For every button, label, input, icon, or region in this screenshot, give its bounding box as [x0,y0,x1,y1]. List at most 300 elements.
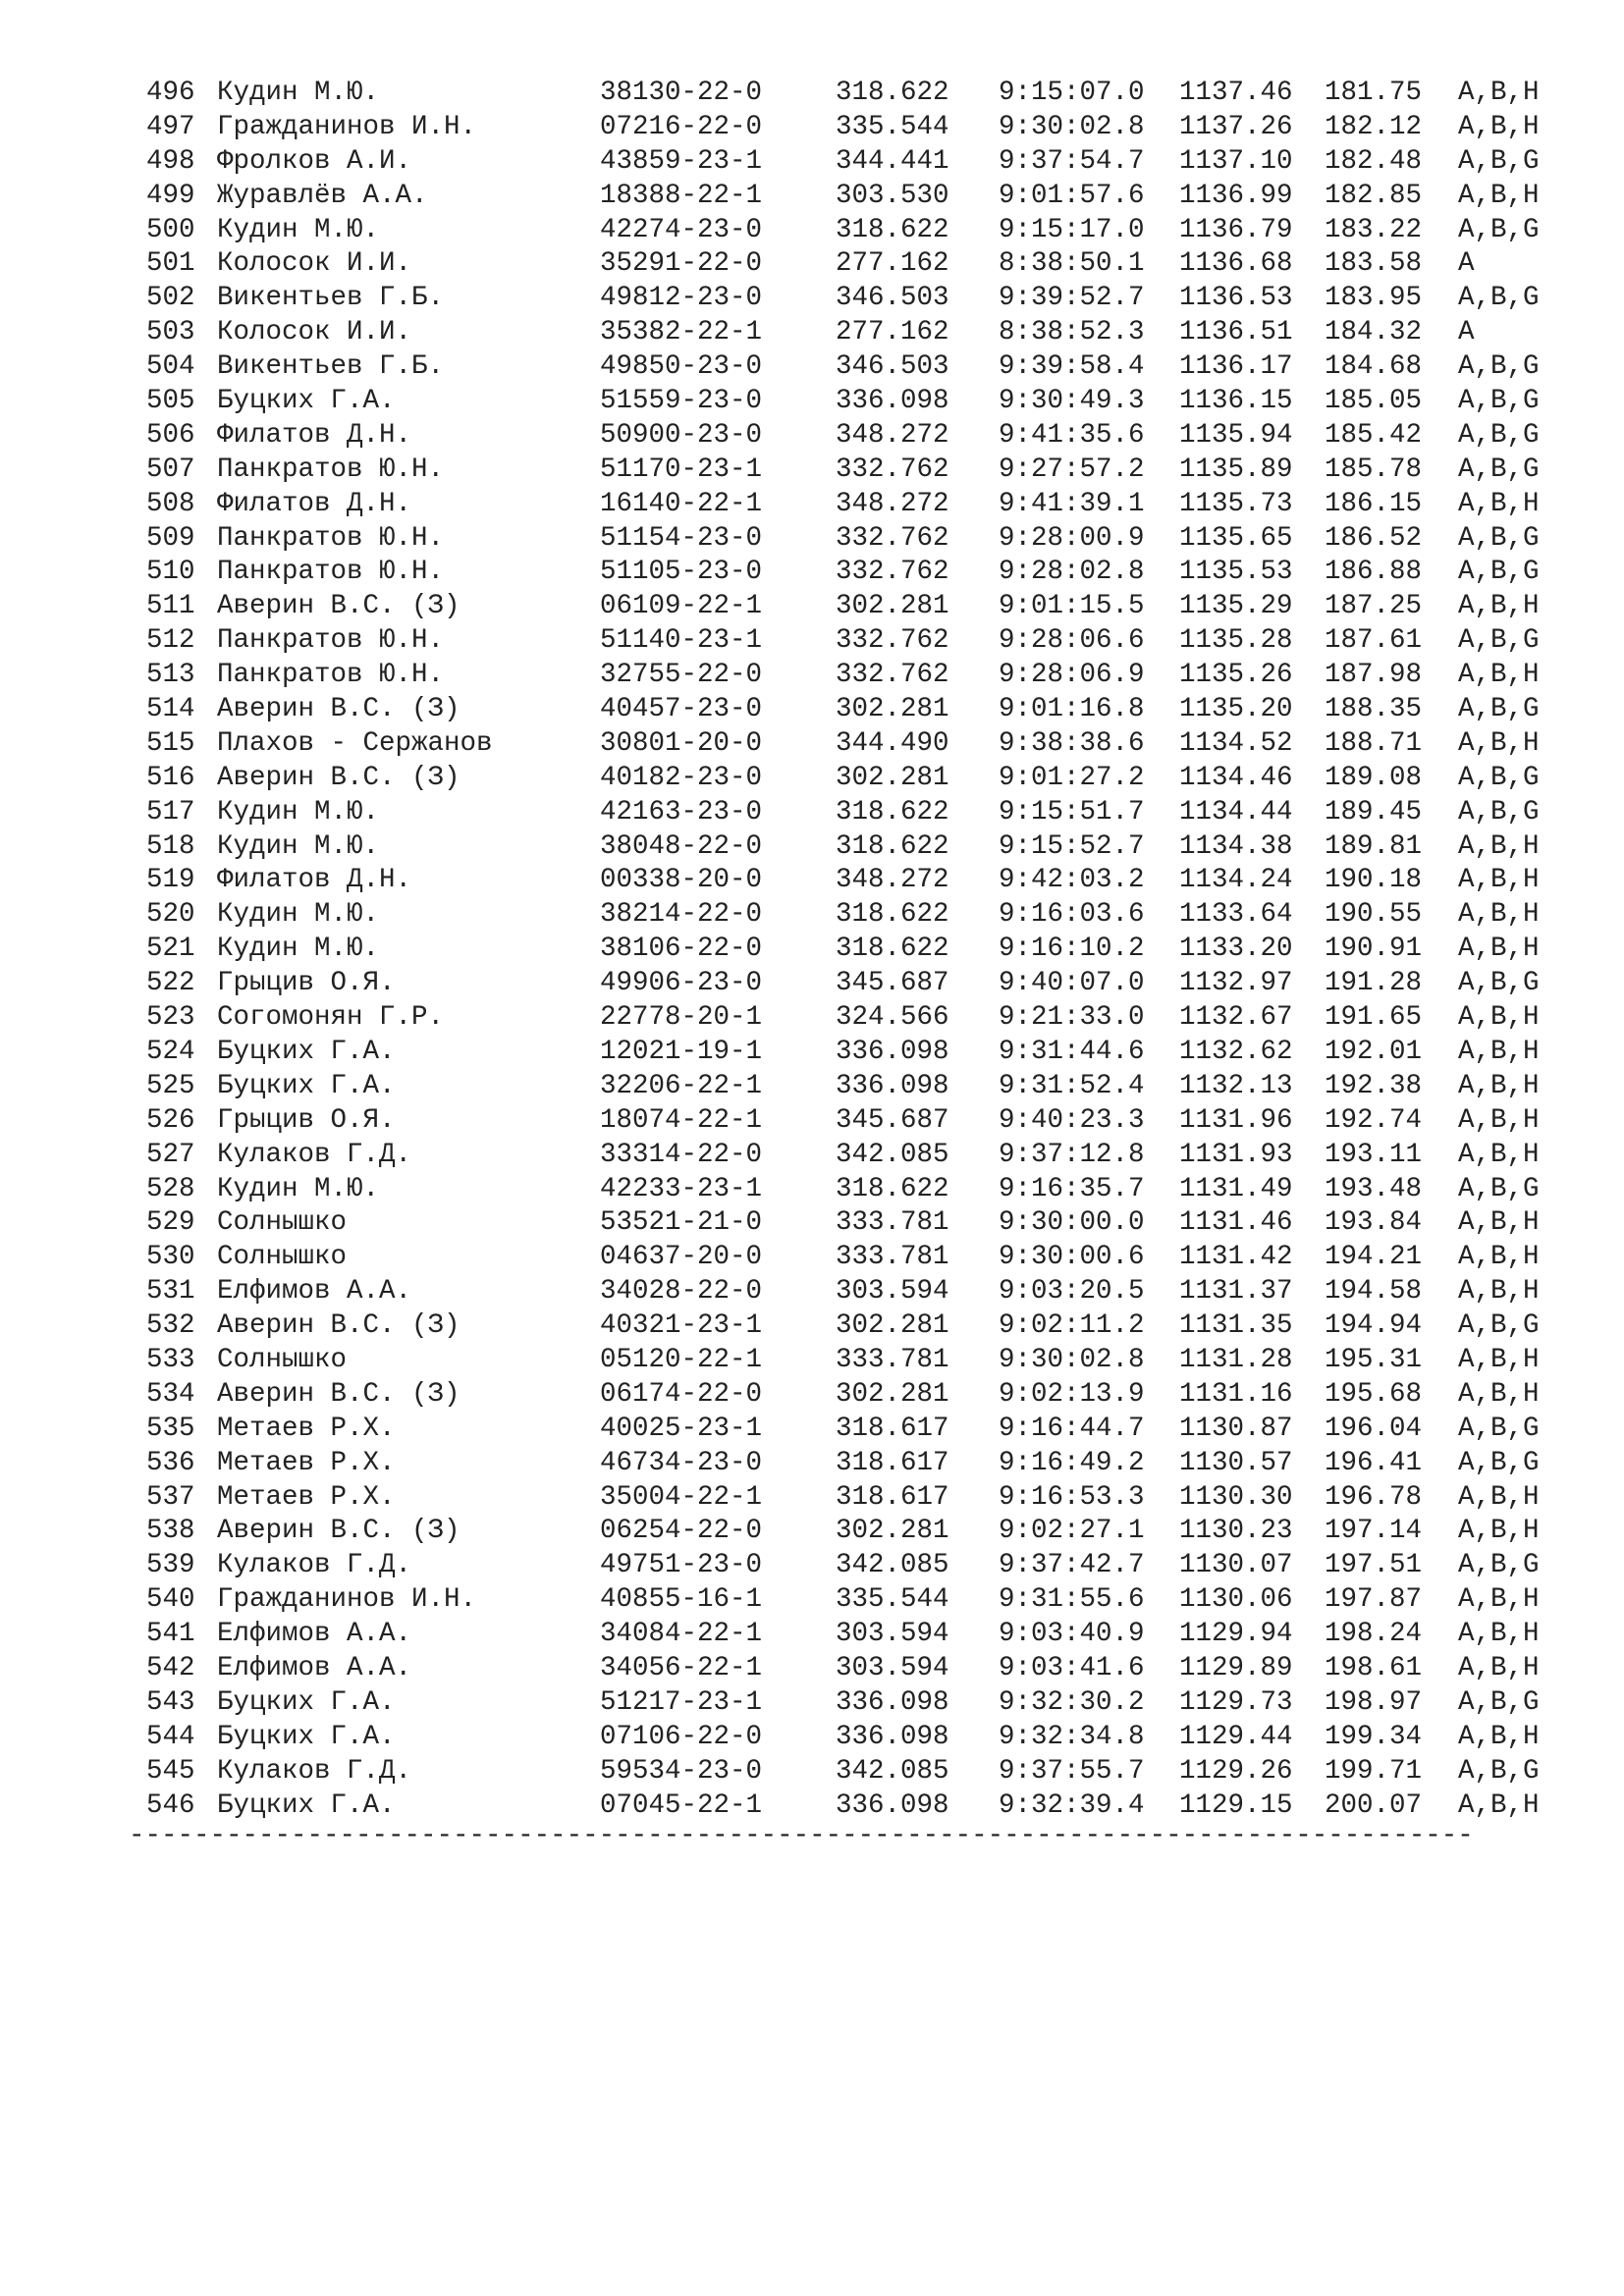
ring-number: 53521-21-0 [600,1207,763,1239]
points: 197.51 [1325,1550,1423,1581]
distance: 302.281 [836,1310,949,1342]
place-number: 526 [146,1104,195,1136]
ring-number: 40457-23-0 [600,694,763,725]
participant-name: Панкратов Ю.Н. [217,454,445,485]
categories: A,B,G [1458,214,1540,245]
flight-time: 9:39:58.4 [999,351,1145,383]
participant-name: Гражданинов И.Н. [217,1584,477,1616]
place-number: 513 [146,660,195,691]
ring-number: 12021-19-1 [600,1036,763,1067]
flight-time: 9:28:06.9 [999,660,1145,691]
points: 194.58 [1325,1276,1423,1308]
ring-number: 34084-22-1 [600,1619,763,1650]
place-number: 500 [146,214,195,245]
participant-name: Викентьев Г.Б. [217,351,445,383]
place-number: 523 [146,1002,195,1034]
points: 198.24 [1325,1619,1423,1650]
flight-time: 9:30:00.6 [999,1242,1145,1273]
ring-number: 51105-23-0 [600,557,763,588]
distance: 348.272 [836,488,949,519]
place-number: 497 [146,111,195,142]
categories: A,B,H [1458,830,1540,862]
place-number: 516 [146,762,195,793]
distance: 333.781 [836,1242,949,1273]
flight-time: 9:28:02.8 [999,557,1145,588]
speed: 1130.87 [1179,1413,1293,1444]
distance: 335.544 [836,1584,949,1616]
flight-time: 9:01:57.6 [999,180,1145,211]
place-number: 502 [146,283,195,314]
categories: A,B,G [1458,145,1540,177]
speed: 1131.42 [1179,1242,1293,1273]
distance: 302.281 [836,1378,949,1410]
participant-name: Буцких Г.А. [217,1686,396,1718]
flight-time: 9:16:10.2 [999,934,1145,965]
flight-time: 9:16:53.3 [999,1481,1145,1513]
distance: 333.781 [836,1344,949,1375]
speed: 1135.89 [1179,454,1293,485]
points: 199.34 [1325,1721,1423,1752]
participant-name: Филатов Д.Н. [217,488,412,519]
participant-name: Буцких Г.А. [217,1036,396,1067]
points: 188.35 [1325,694,1423,725]
ring-number: 49850-23-0 [600,351,763,383]
flight-time: 9:31:44.6 [999,1036,1145,1067]
distance: 302.281 [836,591,949,622]
distance: 332.762 [836,454,949,485]
ring-number: 35004-22-1 [600,1481,763,1513]
distance: 318.622 [836,899,949,931]
ring-number: 51559-23-0 [600,386,763,417]
speed: 1131.28 [1179,1344,1293,1375]
distance: 324.566 [836,1002,949,1034]
speed: 1137.26 [1179,111,1293,142]
categories: A,B,H [1458,1276,1540,1308]
participant-name: Панкратов Ю.Н. [217,557,445,588]
flight-time: 9:03:41.6 [999,1652,1145,1683]
flight-time: 9:15:07.0 [999,78,1145,108]
participant-name: Аверин В.С. (З) [217,694,460,725]
place-number: 539 [146,1550,195,1581]
speed: 1135.94 [1179,419,1293,451]
speed: 1133.64 [1179,899,1293,931]
flight-time: 9:16:49.2 [999,1447,1145,1478]
points: 189.81 [1325,830,1423,862]
distance: 342.085 [836,1139,949,1170]
flight-time: 9:31:52.4 [999,1070,1145,1101]
categories: A [1458,317,1475,348]
categories: A,B,G [1458,1413,1540,1444]
participant-name: Кудин М.Ю. [217,1173,380,1204]
points: 187.98 [1325,660,1423,691]
points: 187.61 [1325,625,1423,657]
distance: 348.272 [836,865,949,896]
place-number: 522 [146,968,195,999]
ring-number: 59534-23-0 [600,1755,763,1787]
place-number: 506 [146,419,195,451]
speed: 1130.06 [1179,1584,1293,1616]
speed: 1136.15 [1179,386,1293,417]
distance: 303.594 [836,1652,949,1683]
place-number: 538 [146,1516,195,1547]
distance: 346.503 [836,351,949,383]
speed: 1131.37 [1179,1276,1293,1308]
participant-name: Буцких Г.А. [217,1789,396,1821]
participant-name: Солнышко [217,1242,348,1273]
categories: A,B,G [1458,1173,1540,1204]
place-number: 534 [146,1378,195,1410]
speed: 1137.46 [1179,78,1293,108]
distance: 318.622 [836,796,949,828]
categories: A,B,G [1458,694,1540,725]
categories: A,B,G [1458,419,1540,451]
categories: A,B,G [1458,522,1540,554]
participant-name: Филатов Д.Н. [217,419,412,451]
distance: 332.762 [836,522,949,554]
categories: A,B,G [1458,968,1540,999]
dashed-footer-rule: ----------------------------------------------------------------------------------- [129,1821,1474,1851]
points: 183.22 [1325,214,1423,245]
distance: 336.098 [836,1789,949,1821]
distance: 342.085 [836,1755,949,1787]
categories: A,B,H [1458,488,1540,519]
speed: 1135.20 [1179,694,1293,725]
points: 197.87 [1325,1584,1423,1616]
participant-name: Кудин М.Ю. [217,899,380,931]
place-number: 511 [146,591,195,622]
flight-time: 9:40:23.3 [999,1104,1145,1136]
distance: 318.622 [836,830,949,862]
categories: A,B,H [1458,934,1540,965]
categories: A,B,H [1458,1344,1540,1375]
flight-time: 9:30:49.3 [999,386,1145,417]
participant-name: Кудин М.Ю. [217,830,380,862]
ring-number: 40025-23-1 [600,1413,763,1444]
points: 186.88 [1325,557,1423,588]
flight-time: 9:37:55.7 [999,1755,1145,1787]
ring-number: 49906-23-0 [600,968,763,999]
categories: A,B,H [1458,78,1540,108]
place-number: 543 [146,1686,195,1718]
participant-name: Грыцив О.Я. [217,1104,396,1136]
participant-name: Солнышко [217,1344,348,1375]
ring-number: 38048-22-0 [600,830,763,862]
ring-number: 18388-22-1 [600,180,763,211]
points: 181.75 [1325,78,1423,108]
place-number: 542 [146,1652,195,1683]
distance: 344.490 [836,727,949,759]
speed: 1134.44 [1179,796,1293,828]
categories: A [1458,248,1475,280]
participant-name: Аверин В.С. (З) [217,1516,460,1547]
ring-number: 46734-23-0 [600,1447,763,1478]
flight-time: 9:16:44.7 [999,1413,1145,1444]
categories: A,B,H [1458,865,1540,896]
place-number: 512 [146,625,195,657]
distance: 335.544 [836,111,949,142]
flight-time: 9:37:54.7 [999,145,1145,177]
speed: 1130.07 [1179,1550,1293,1581]
ring-number: 35291-22-0 [600,248,763,280]
speed: 1132.62 [1179,1036,1293,1067]
participant-name: Елфимов А.А. [217,1619,412,1650]
participant-name: Грыцив О.Я. [217,968,396,999]
speed: 1135.65 [1179,522,1293,554]
ring-number: 42274-23-0 [600,214,763,245]
participant-name: Журавлёв А.А. [217,180,428,211]
place-number: 529 [146,1207,195,1239]
distance: 318.622 [836,214,949,245]
distance: 336.098 [836,1721,949,1752]
points: 189.45 [1325,796,1423,828]
points: 184.68 [1325,351,1423,383]
speed: 1131.35 [1179,1310,1293,1342]
points: 191.28 [1325,968,1423,999]
ring-number: 34028-22-0 [600,1276,763,1308]
ring-number: 42233-23-1 [600,1173,763,1204]
speed: 1130.57 [1179,1447,1293,1478]
distance: 332.762 [836,557,949,588]
speed: 1135.26 [1179,660,1293,691]
participant-name: Викентьев Г.Б. [217,283,445,314]
flight-time: 9:31:55.6 [999,1584,1145,1616]
ring-number: 34056-22-1 [600,1652,763,1683]
distance: 348.272 [836,419,949,451]
speed: 1132.13 [1179,1070,1293,1101]
categories: A,B,G [1458,1550,1540,1581]
points: 186.15 [1325,488,1423,519]
points: 185.78 [1325,454,1423,485]
place-number: 537 [146,1481,195,1513]
categories: A,B,H [1458,1516,1540,1547]
place-number: 507 [146,454,195,485]
flight-time: 9:39:52.7 [999,283,1145,314]
flight-time: 9:02:27.1 [999,1516,1145,1547]
categories: A,B,H [1458,1789,1540,1821]
speed: 1135.28 [1179,625,1293,657]
distance: 344.441 [836,145,949,177]
distance: 336.098 [836,386,949,417]
distance: 346.503 [836,283,949,314]
categories: A,B,H [1458,591,1540,622]
points: 200.07 [1325,1789,1423,1821]
speed: 1135.53 [1179,557,1293,588]
speed: 1134.38 [1179,830,1293,862]
place-number: 515 [146,727,195,759]
speed: 1131.93 [1179,1139,1293,1170]
place-number: 544 [146,1721,195,1752]
flight-time: 9:37:42.7 [999,1550,1145,1581]
categories: A,B,G [1458,557,1540,588]
speed: 1137.10 [1179,145,1293,177]
place-number: 531 [146,1276,195,1308]
categories: A,B,H [1458,899,1540,931]
ring-number: 06174-22-0 [600,1378,763,1410]
participant-name: Кудин М.Ю. [217,934,380,965]
place-number: 525 [146,1070,195,1101]
categories: A,B,G [1458,1755,1540,1787]
categories: A,B,G [1458,1447,1540,1478]
distance: 342.085 [836,1550,949,1581]
speed: 1134.24 [1179,865,1293,896]
flight-time: 9:01:27.2 [999,762,1145,793]
place-number: 540 [146,1584,195,1616]
ring-number: 00338-20-0 [600,865,763,896]
ring-number: 51154-23-0 [600,522,763,554]
points: 187.25 [1325,591,1423,622]
participant-name: Кулаков Г.Д. [217,1139,412,1170]
speed: 1131.16 [1179,1378,1293,1410]
ring-number: 49751-23-0 [600,1550,763,1581]
ring-number: 07106-22-0 [600,1721,763,1752]
distance: 332.762 [836,660,949,691]
flight-time: 9:30:00.0 [999,1207,1145,1239]
flight-time: 9:01:15.5 [999,591,1145,622]
distance: 303.594 [836,1619,949,1650]
flight-time: 9:32:39.4 [999,1789,1145,1821]
points: 196.41 [1325,1447,1423,1478]
participant-name: Кудин М.Ю. [217,214,380,245]
flight-time: 9:03:20.5 [999,1276,1145,1308]
categories: A,B,G [1458,283,1540,314]
speed: 1136.51 [1179,317,1293,348]
points: 182.48 [1325,145,1423,177]
ring-number: 18074-22-1 [600,1104,763,1136]
categories: A,B,G [1458,1310,1540,1342]
distance: 345.687 [836,968,949,999]
flight-time: 9:02:11.2 [999,1310,1145,1342]
distance: 336.098 [836,1036,949,1067]
categories: A,B,H [1458,1002,1540,1034]
distance: 318.622 [836,934,949,965]
speed: 1129.89 [1179,1652,1293,1683]
ring-number: 05120-22-1 [600,1344,763,1375]
distance: 302.281 [836,762,949,793]
speed: 1132.97 [1179,968,1293,999]
place-number: 503 [146,317,195,348]
ring-number: 50900-23-0 [600,419,763,451]
points: 193.84 [1325,1207,1423,1239]
place-number: 499 [146,180,195,211]
place-number: 508 [146,488,195,519]
flight-time: 9:30:02.8 [999,111,1145,142]
points: 186.52 [1325,522,1423,554]
flight-time: 9:42:03.2 [999,865,1145,896]
points: 185.42 [1325,419,1423,451]
participant-name: Кудин М.Ю. [217,78,380,108]
distance: 303.530 [836,180,949,211]
points: 199.71 [1325,1755,1423,1787]
flight-time: 9:30:02.8 [999,1344,1145,1375]
place-number: 535 [146,1413,195,1444]
flight-time: 9:40:07.0 [999,968,1145,999]
speed: 1130.23 [1179,1516,1293,1547]
categories: A,B,H [1458,111,1540,142]
categories: A,B,H [1458,1207,1540,1239]
participant-name: Елфимов А.А. [217,1276,412,1308]
place-number: 536 [146,1447,195,1478]
flight-time: 9:15:51.7 [999,796,1145,828]
points: 184.32 [1325,317,1423,348]
speed: 1129.15 [1179,1789,1293,1821]
speed: 1132.67 [1179,1002,1293,1034]
place-number: 530 [146,1242,195,1273]
points: 192.38 [1325,1070,1423,1101]
speed: 1129.26 [1179,1755,1293,1787]
place-number: 498 [146,145,195,177]
ring-number: 42163-23-0 [600,796,763,828]
participant-name: Панкратов Ю.Н. [217,625,445,657]
flight-time: 9:16:03.6 [999,899,1145,931]
categories: A,B,H [1458,1104,1540,1136]
ring-number: 32206-22-1 [600,1070,763,1101]
categories: A,B,H [1458,1036,1540,1067]
ring-number: 40182-23-0 [600,762,763,793]
points: 196.04 [1325,1413,1423,1444]
speed: 1129.73 [1179,1686,1293,1718]
flight-time: 9:41:35.6 [999,419,1145,451]
distance: 277.162 [836,317,949,348]
participant-name: Метаев Р.Х. [217,1413,396,1444]
ring-number: 49812-23-0 [600,283,763,314]
categories: A,B,H [1458,1584,1540,1616]
speed: 1136.99 [1179,180,1293,211]
distance: 318.617 [836,1413,949,1444]
place-number: 517 [146,796,195,828]
distance: 318.617 [836,1447,949,1478]
categories: A,B,G [1458,351,1540,383]
participant-name: Аверин В.С. (З) [217,1310,460,1342]
place-number: 520 [146,899,195,931]
points: 183.58 [1325,248,1423,280]
ring-number: 38130-22-0 [600,78,763,108]
flight-time: 9:15:17.0 [999,214,1145,245]
flight-time: 9:01:16.8 [999,694,1145,725]
categories: A,B,H [1458,1721,1540,1752]
points: 182.12 [1325,111,1423,142]
points: 197.14 [1325,1516,1423,1547]
place-number: 546 [146,1789,195,1821]
categories: A,B,G [1458,796,1540,828]
participant-name: Метаев Р.Х. [217,1447,396,1478]
flight-time: 9:27:57.2 [999,454,1145,485]
points: 190.55 [1325,899,1423,931]
flight-time: 9:41:39.1 [999,488,1145,519]
points: 192.74 [1325,1104,1423,1136]
flight-time: 9:28:00.9 [999,522,1145,554]
place-number: 532 [146,1310,195,1342]
speed: 1133.20 [1179,934,1293,965]
points: 183.95 [1325,283,1423,314]
flight-time: 9:32:30.2 [999,1686,1145,1718]
participant-name: Аверин В.С. (З) [217,591,460,622]
speed: 1129.94 [1179,1619,1293,1650]
categories: A,B,G [1458,386,1540,417]
points: 188.71 [1325,727,1423,759]
participant-name: Колосок И.И. [217,248,412,280]
distance: 303.594 [836,1276,949,1308]
speed: 1136.79 [1179,214,1293,245]
participant-name: Кулаков Г.Д. [217,1755,412,1787]
ring-number: 51217-23-1 [600,1686,763,1718]
points: 189.08 [1325,762,1423,793]
points: 182.85 [1325,180,1423,211]
place-number: 505 [146,386,195,417]
categories: A,B,H [1458,1070,1540,1101]
speed: 1134.52 [1179,727,1293,759]
speed: 1131.49 [1179,1173,1293,1204]
points: 194.21 [1325,1242,1423,1273]
